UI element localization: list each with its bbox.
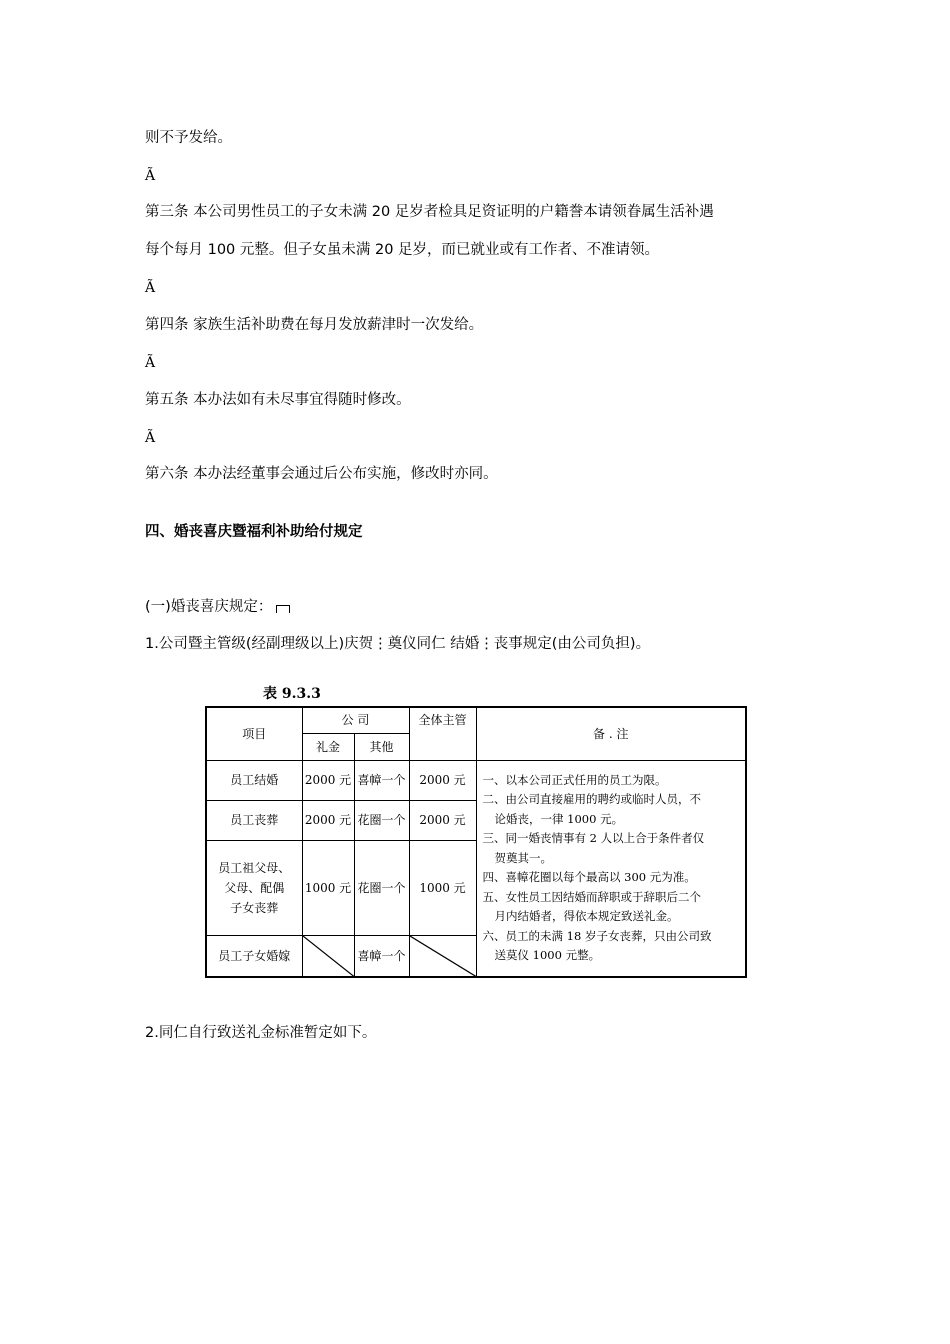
row-item-line: 子女丧葬 <box>230 900 279 915</box>
sub-heading: (一)婚丧喜庆规定： <box>145 599 273 615</box>
remark-line: 四、喜幛花圈以每个最高以 300 元为准。 <box>482 870 696 885</box>
row-gift: 2000 元 <box>302 800 354 840</box>
row-other: 花圈一个 <box>354 800 409 840</box>
row-other: 喜幛一个 <box>354 935 409 977</box>
row-supervisors: 2000 元 <box>409 760 476 800</box>
stray-mark: Ã <box>145 430 156 446</box>
gift-standard-table-image <box>205 685 745 979</box>
header-other: 其他 <box>354 733 409 760</box>
header-gift-money: 礼金 <box>302 733 354 760</box>
remark-line: 三、同一婚丧情事有 2 人以上合于条件者仅 <box>482 831 705 846</box>
row-item: 员工结婚 <box>206 760 302 800</box>
article-3-line-1: 第三条 本公司男性员工的子女未满 20 足岁者检具足资证明的户籍誊本请领眷属生活补遇 <box>145 204 714 220</box>
row-gift: 2000 元 <box>302 760 354 800</box>
article-5: 第五条 本办法如有未尽事宜得随时修改。 <box>145 392 411 408</box>
row-supervisors-empty <box>409 935 476 977</box>
header-remarks: 备 . 注 <box>476 707 746 760</box>
remark-line: 月内结婚者，得依本规定致送礼金。 <box>494 909 679 924</box>
stray-mark: Ã <box>145 355 156 371</box>
remarks-cell <box>476 760 746 977</box>
row-item-line: 父母、配偶 <box>224 880 285 895</box>
remark-line: 论婚丧，一律 1000 元。 <box>494 811 624 826</box>
remark-line: 六、员工的未满 18 岁子女丧葬，只由公司致 <box>482 928 712 943</box>
header-all-supervisors: 全体主管 <box>409 707 476 760</box>
table-row <box>206 760 746 800</box>
article-3-line-2: 每个每月 100 元整。但子女虽未满 20 足岁，而已就业或有工作者、不准请领。 <box>145 242 660 258</box>
item-1: 1.公司暨主管级(经副理级以上)庆贺⋮奠仪同仁 结婚⋮丧事规定(由公司负担)。 <box>145 636 651 652</box>
remark-line: 二、由公司直接雇用的聘约或临时人员，不 <box>482 792 702 807</box>
article-6: 第六条 本办法经董事会通过后公布实施，修改时亦同。 <box>145 466 498 482</box>
row-supervisors: 2000 元 <box>409 800 476 840</box>
remark-line: 贺奠其一。 <box>494 850 553 865</box>
row-supervisors: 1000 元 <box>409 840 476 935</box>
row-other: 花圈一个 <box>354 840 409 935</box>
row-item-line: 员工祖父母、 <box>218 860 291 875</box>
row-other: 喜幛一个 <box>354 760 409 800</box>
row-gift-empty <box>302 935 354 977</box>
paragraph-text: 则不予发给。 <box>145 130 232 146</box>
table-caption: 表 9.3.3 <box>263 686 321 702</box>
remark-line: 送莫仪 1000 元整。 <box>494 948 601 963</box>
bracket-glyph-icon <box>276 605 290 613</box>
diagonal-slash-icon <box>303 936 354 977</box>
row-item: 员工丧葬 <box>206 800 302 840</box>
row-item: 员工子女婚嫁 <box>206 935 302 977</box>
section-heading: 四、婚丧喜庆暨福利补助给付规定 <box>145 524 363 540</box>
sub-heading-line <box>145 597 290 617</box>
stray-mark: Ã <box>145 280 156 296</box>
stray-mark: Ã <box>145 168 156 184</box>
remark-line: 五、女性员工因结婚而辞职或于辞职后二个 <box>482 889 702 904</box>
row-gift: 1000 元 <box>302 840 354 935</box>
item-2: 2.同仁自行致送礼金标准暂定如下。 <box>145 1025 377 1041</box>
header-item: 项目 <box>206 707 302 760</box>
header-company: 公 司 <box>302 707 409 733</box>
article-4: 第四条 家族生活补助费在每月发放薪津时一次发给。 <box>145 317 484 333</box>
diagonal-slash-icon <box>410 936 476 977</box>
gift-standard-table <box>205 706 747 978</box>
remark-line: 一、以本公司正式任用的员工为限。 <box>482 772 667 787</box>
row-item <box>206 840 302 935</box>
